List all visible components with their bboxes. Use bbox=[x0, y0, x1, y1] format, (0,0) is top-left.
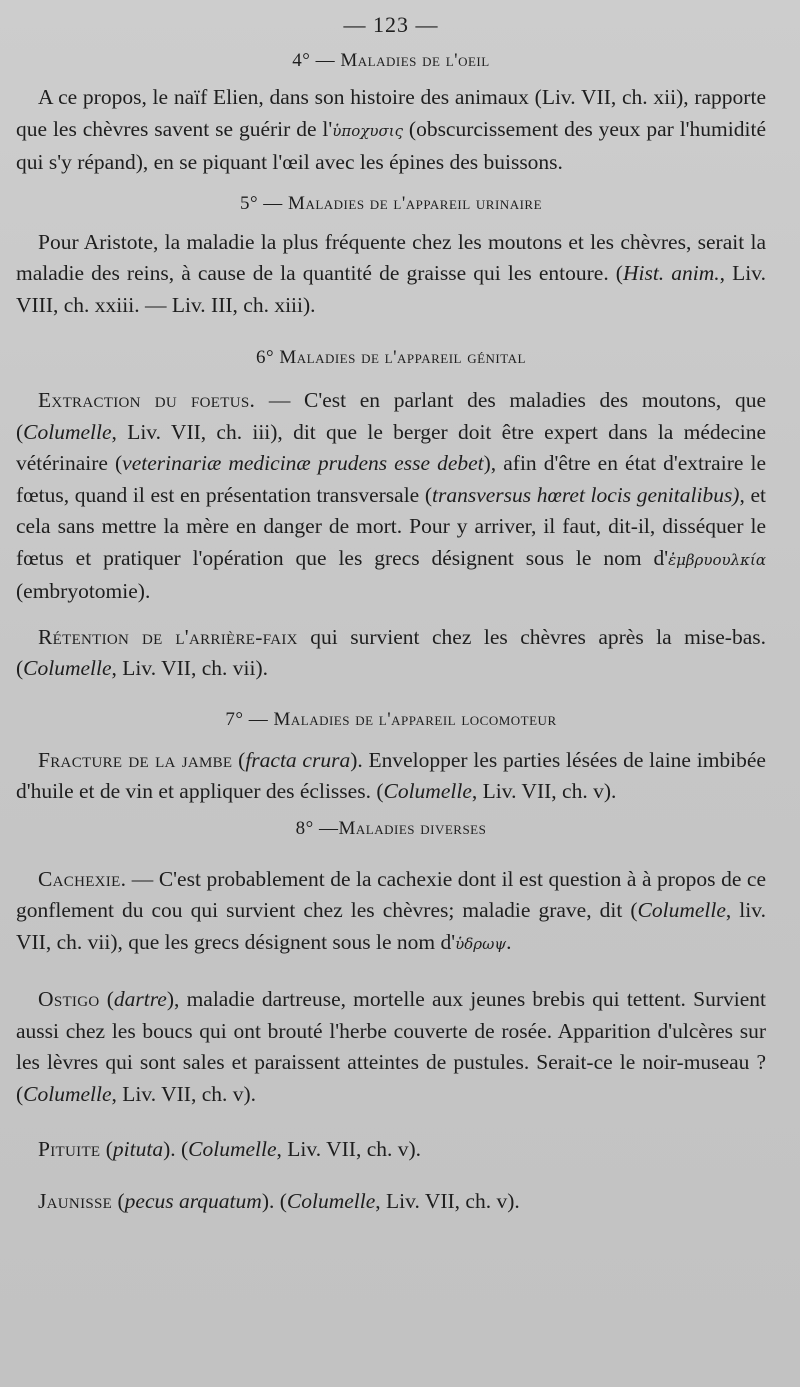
text-run: — C'est probablement de la cachexie dont il est question à à propos de ce gonflement du cou qui survient chez les chèvres; maladie grave, dit ( bbox=[16, 866, 766, 922]
text-run: ( bbox=[232, 747, 246, 772]
section-5-title: 5° — Maladies de l'appareil urinaire bbox=[239, 192, 543, 214]
latin-quote: transversus hœret locis genitalibus) bbox=[432, 482, 740, 507]
latin-title: Hist. anim. bbox=[622, 261, 720, 285]
section-6-paragraph-1 bbox=[16, 385, 766, 608]
text-run: qui survient chez les chèvres après la mise-bas. ( bbox=[16, 624, 766, 680]
text-run: A ce propos, le naïf Elien, dans son histoire des animaux (Liv. VII, ch. xii), rapporte que les chèvres savent se guérir de l' bbox=[16, 85, 766, 141]
text-run: , Liv. VII, ch. v). bbox=[111, 1081, 257, 1106]
latin-quote: dartre bbox=[113, 987, 167, 1011]
text-run: , Liv. VII, ch. v). bbox=[375, 1188, 520, 1213]
section-8-paragraph-1 bbox=[16, 864, 766, 961]
section-8-title: 8° —Maladies diverses bbox=[295, 817, 487, 839]
author-name: Columelle bbox=[286, 1188, 376, 1213]
author-name: Columelle bbox=[23, 656, 112, 680]
entry-heading: Ostigo bbox=[38, 987, 100, 1011]
section-4-paragraph bbox=[16, 82, 766, 179]
page-number: — 123 — bbox=[343, 12, 439, 37]
text-run: (obscurcissement des yeux par l'humidité qui s'y répand), en se piquant l'œil avec les épines des buissons. bbox=[16, 116, 766, 174]
text-run: Pour Aristote, la maladie la plus fréquente chez les moutons et les chèvres, serait la maladie des reins, à cause de la quantité de graisse qui les entoure. ( bbox=[16, 229, 766, 285]
text-run: , liv. VII, ch. vii), que les grecs désignent sous le nom d' bbox=[16, 898, 766, 954]
text-run: , Liv. VII, ch. v). bbox=[471, 779, 617, 803]
text-run: , Liv. VII, ch. vii). bbox=[111, 656, 268, 680]
section-6-paragraph-2 bbox=[16, 622, 766, 685]
entry-heading: Cachexie. bbox=[38, 866, 127, 891]
text-run: ( bbox=[112, 1188, 125, 1213]
author-name: Columelle bbox=[188, 1137, 277, 1161]
text-run: , et cela sans mettre la mère en danger de mort. Pour y arriver, il faut, dit-il, disséquer le fœtus et pratiquer l'opération que les grecs désignent sous le nom d' bbox=[16, 482, 766, 570]
entry-heading: Pituite bbox=[38, 1137, 101, 1161]
latin-quote: pecus arquatum bbox=[124, 1188, 262, 1213]
text-run: ). Envelopper les parties lésées de laine imbibée d'huile et de vin et appliquer des éclisses. ( bbox=[16, 747, 766, 803]
greek-word: ὑδρωψ bbox=[455, 934, 507, 953]
section-7-paragraph bbox=[16, 745, 766, 808]
section-4-title: 4° — Maladies de l'oeil bbox=[292, 50, 490, 71]
text-run: , Liv. VII, ch. iii), dit que le berger doit être expert dans la médecine vétérinaire ( bbox=[16, 419, 766, 475]
section-5-paragraph bbox=[16, 227, 766, 322]
latin-quote: veterinariæ medicinæ prudens esse debet bbox=[122, 451, 484, 475]
text-run: ( bbox=[100, 1137, 113, 1161]
section-8-paragraph-3 bbox=[16, 1134, 766, 1166]
section-6-title: 6° Maladies de l'appareil génital bbox=[256, 347, 526, 368]
text-run: . bbox=[506, 929, 512, 954]
text-run: ), maladie dartreuse, mortelle aux jeunes brebis qui tettent. Survient aussi chez les boucs qui ont brouté l'herbe couverte de rosée. Apparition d'ulcères sur les lèvres qui sont sales et paraissent atteintes de pustules. Serait-ce le noir-museau ? ( bbox=[16, 987, 766, 1106]
text-run: ). ( bbox=[163, 1137, 189, 1161]
author-name: Columelle bbox=[383, 779, 472, 803]
greek-word: ἐμβρυουλκία bbox=[668, 550, 766, 569]
latin-quote: fracta crura bbox=[245, 747, 351, 772]
latin-quote: pituta bbox=[112, 1137, 164, 1161]
section-8-paragraph-2 bbox=[16, 984, 766, 1110]
entry-heading: Jaunisse bbox=[38, 1188, 113, 1213]
text-run: ), afin d'être en état d'extraire le fœtus, quand il est en présentation transversale ( bbox=[16, 451, 766, 507]
section-8-paragraph-4 bbox=[16, 1186, 766, 1218]
author-name: Columelle bbox=[23, 1081, 112, 1106]
text-run: (embryotomie). bbox=[16, 579, 151, 603]
text-run: , Liv. VIII, ch. xxiii. — Liv. III, ch. xiii). bbox=[16, 261, 766, 317]
author-name: Columelle bbox=[637, 898, 726, 922]
entry-heading: Extraction du foetus. bbox=[38, 388, 256, 412]
text-run: ( bbox=[99, 987, 114, 1011]
entry-heading: Rétention de l'arrière-faix bbox=[38, 624, 298, 649]
text-run: , Liv. VII, ch. v). bbox=[276, 1137, 422, 1161]
entry-heading: Fracture de la jambe bbox=[38, 747, 233, 772]
section-7-title: 7° — Maladies de l'appareil locomoteur bbox=[225, 708, 557, 730]
text-run: — C'est en parlant des maladies des moutons, que ( bbox=[16, 388, 766, 444]
greek-word: ὑποχυσις bbox=[332, 121, 403, 140]
text-run: ). ( bbox=[261, 1188, 287, 1213]
author-name: Columelle bbox=[23, 419, 112, 444]
